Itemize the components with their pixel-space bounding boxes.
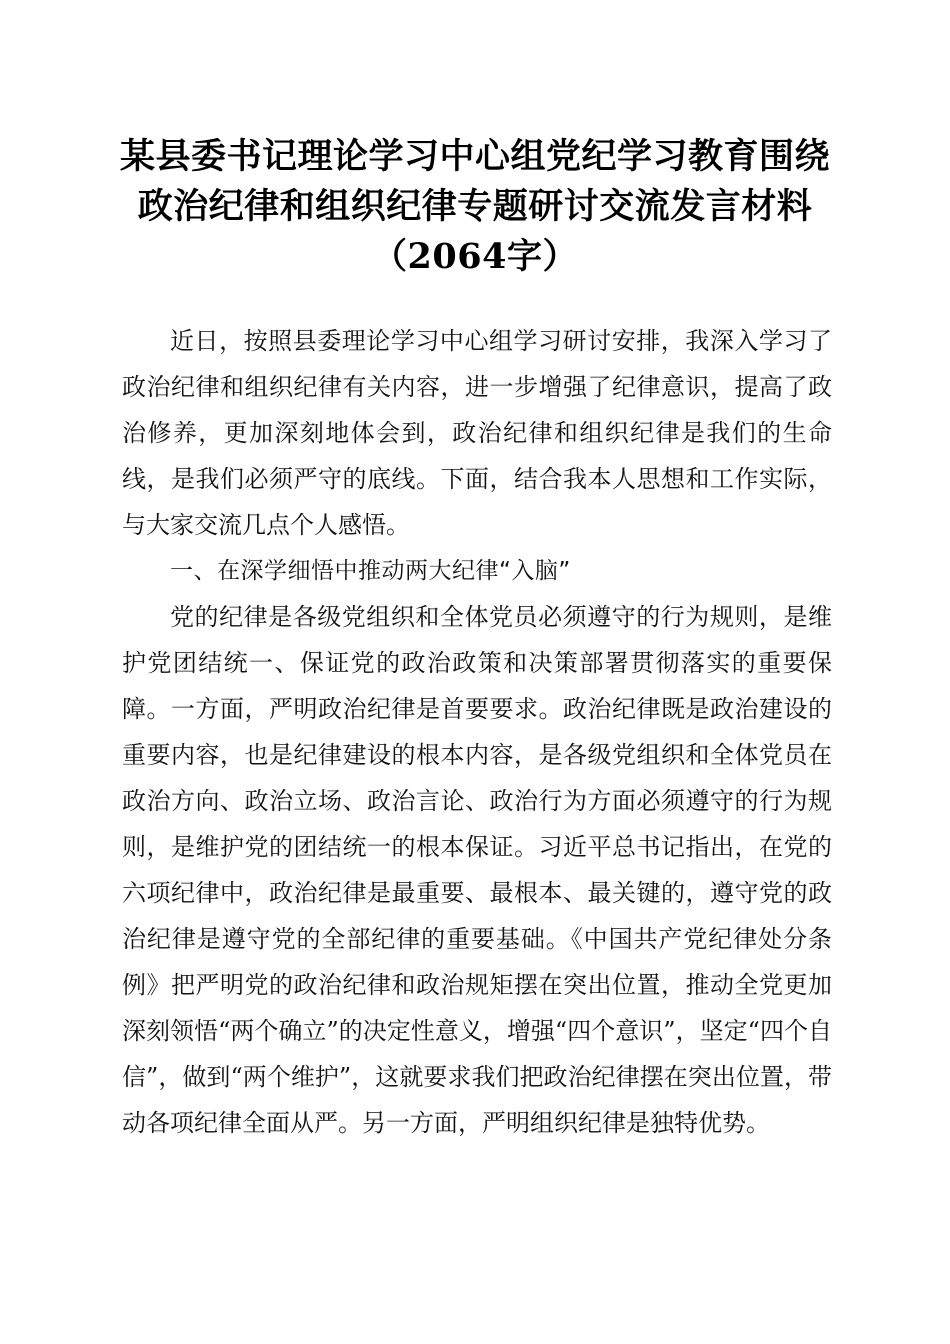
- section-1-paragraph: 党的纪律是各级党组织和全体党员必须遵守的行为规则，是维护党团结统一、保证党的政治政策和决策部署贯彻落实的重要保障。一方面，严明政治纪律是首要要求。政治纪律既是政治建设的重要内容，也是纪律建设的根本内容，是各级党组织和全体党员在政治方向、政治立场、政治言论、政治行为方面必须遵守的行为规则，是维护党的团结统一的根本保证。习近平总书记指出，在党的六项纪律中，政治纪律是最重要、最根本、最关键的，遵守党的政治纪律是遵守党的全部纪律的重要基础。《中国共产党纪律处分条例》把严明党的政治纪律和政治规矩摆在突出位置，推动全党更加深刻领悟“两个确立”的决定性意义，增强“四个意识”，坚定“四个自信”，做到“两个维护”，这就要求我们把政治纪律摆在突出位置，带动各项纪律全面从严。另一方面，严明组织纪律是独特优势。: [122, 603, 832, 1137]
- document-body: [122, 318, 832, 1146]
- title-word-count: （2064字）: [372, 236, 578, 277]
- title-line-1: 某县委书记理论学习中心组党纪学习教育围绕: [119, 136, 830, 177]
- title-line-2: 政治纪律和组织纪律专题研讨交流发言材料: [137, 186, 813, 227]
- intro-paragraph: 近日，按照县委理论学习中心组学习研讨安排，我深入学习了政治纪律和组织纪律有关内容，进一步增强了纪律意识，提高了政治修养，更加深刻地体会到，政治纪律和组织纪律是我们的生命线，是我们必须严守的底线。下面，结合我本人思想和工作实际，与大家交流几点个人感悟。: [122, 327, 832, 539]
- document-title: [80, 132, 870, 282]
- section-heading-1: 一、在深学细悟中推动两大纪律“入脑”: [170, 558, 571, 584]
